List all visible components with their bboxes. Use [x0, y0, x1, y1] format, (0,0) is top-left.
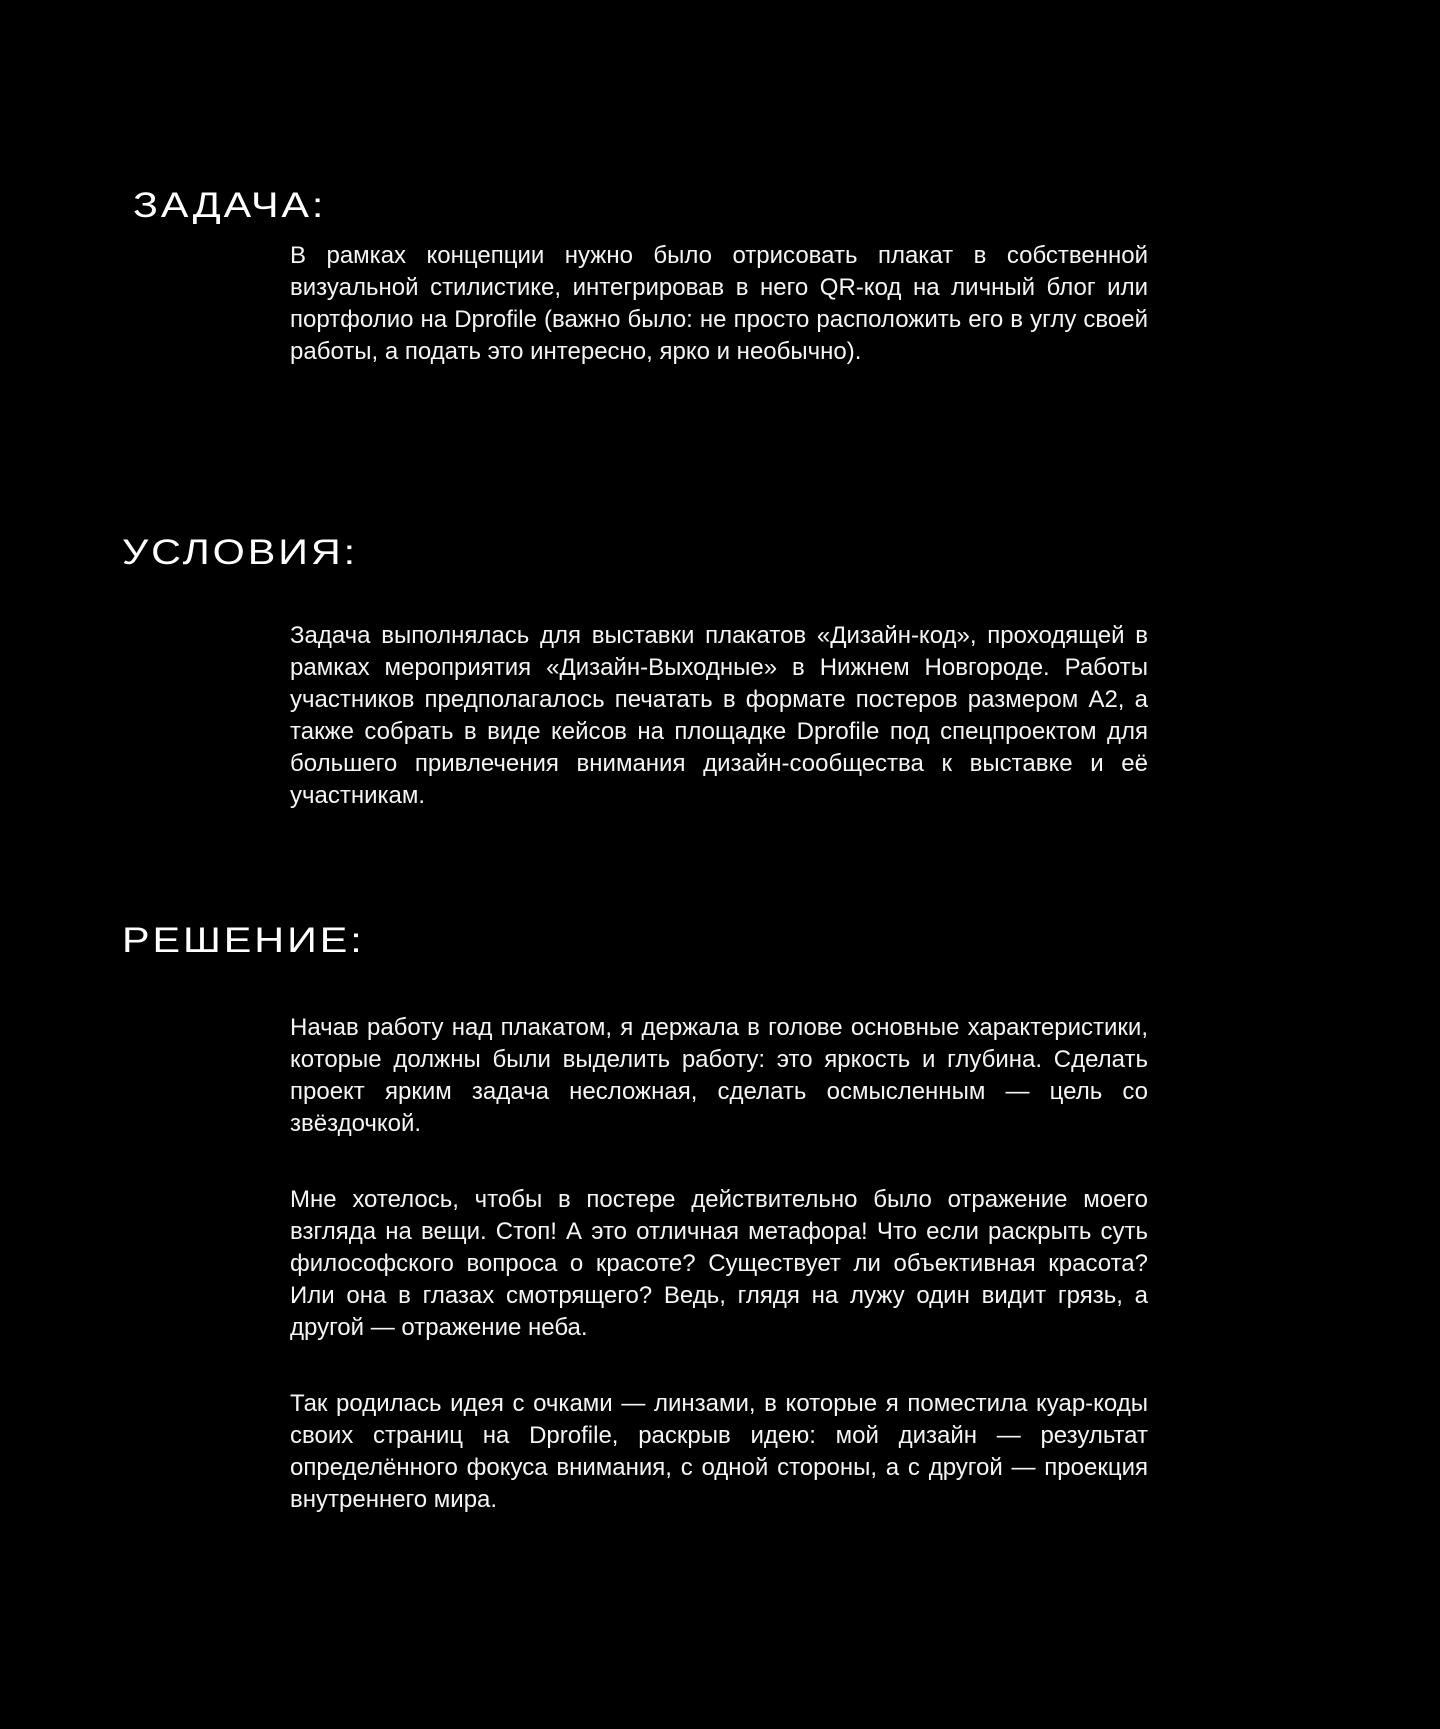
solution-paragraph-1: Начав работу над плакатом, я держала в голове основные характеристики, которые должны были выделить работу: это яркость и глубина. Сделать проект ярким задача несложная, сделать осмысленным — цель со звёздочкой. — [290, 1014, 1148, 1137]
section-heading-task: ЗАДАЧА: — [133, 186, 327, 225]
task-paragraph: В рамках концепции нужно было отрисовать плакат в собственной визуальной стилистике, интегрировав в него QR-код на личный блог или портфолио на Dprofile (важно было: не просто расположить его в углу своей работы, а подать это интересно, ярко и необычно). — [290, 242, 1148, 365]
conditions-paragraph: Задача выполнялась для выставки плакатов «Дизайн-код», проходящей в рамках мероприятия «Дизайн-Выходные» в Нижнем Новгороде. Работы участников предполагалось печатать в формате постеров размером А2, а также собрать в виде кейсов на площадке Dprofile под спецпроектом для большего привлечения внимания дизайн-сообщества к выставке и её участникам. — [290, 622, 1148, 809]
section-heading-solution: РЕШЕНИЕ: — [122, 921, 365, 960]
section-text-solution — [290, 1012, 1148, 1516]
section-text-task — [290, 240, 1148, 368]
section-text-conditions — [290, 620, 1148, 812]
section-heading-conditions: УСЛОВИЯ: — [122, 533, 359, 572]
solution-paragraph-3: Так родилась идея с очками — линзами, в которые я поместила куар-коды своих страниц на Dprofile, раскрыв идею: мой дизайн — результат определённого фокуса внимания, с одной стороны, а с другой — проекция внутреннего мира. — [290, 1390, 1148, 1513]
solution-paragraph-2: Мне хотелось, чтобы в постере действительно было отражение моего взгляда на вещи. Стоп! А это отличная метафора! Что если раскрыть суть философского вопроса о красоте? Существует ли объективная красота? Или она в глазах смотрящего? Ведь, глядя на лужу один видит грязь, а другой — отражение неба. — [290, 1186, 1148, 1341]
